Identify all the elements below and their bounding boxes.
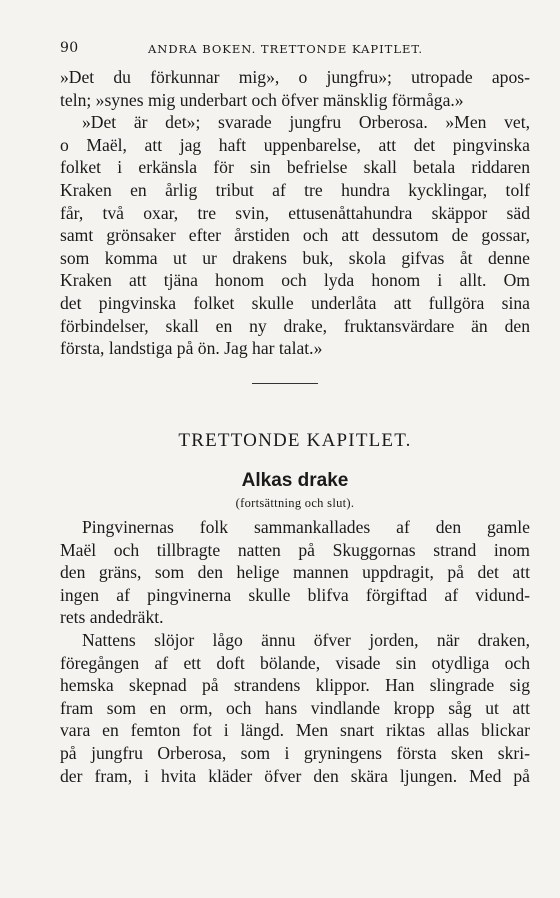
text-line: Kraken att tjäna honom och lyda honom i allt. Om: [60, 270, 530, 291]
text-line: »Det är det»; svarade jungfru Orberosa. »Men vet,: [82, 112, 530, 133]
running-title: ANDRA BOKEN. TRETTONDE KAPITLET.: [148, 42, 424, 56]
chapter-title: TRETTONDE KAPITLET.: [178, 430, 412, 451]
text-line: första, landstiga på ön. Jag har talat.»: [60, 338, 323, 359]
text-line: föregången af ett doft bölande, visade sin otydliga och: [60, 652, 530, 673]
text-line: förbindelser, skall en ny drake, fruktansvärdare än den: [60, 315, 530, 336]
bottom-paragraph: [60, 516, 530, 787]
text-line: på jungfru Orberosa, som i gryningens första sken skri-: [60, 742, 530, 763]
page-number: 90: [60, 40, 79, 56]
text-line: ingen af pingvinerna skulle blifva förgiftad af vidund-: [60, 584, 530, 605]
text-line: får, två oxar, tre svin, ettusenåttahundra skäppor säd: [60, 202, 530, 223]
text-line: Kraken en årlig tribut af tre hundra kycklingar, tolf: [60, 179, 530, 200]
top-paragraph: [60, 66, 530, 360]
text-line: o Maël, att jag haft uppenbarelse, att det pingvinska: [60, 134, 530, 155]
text-line: rets andedräkt.: [60, 607, 164, 628]
text-line: det pingvinska folket skulle underlåta att fullgöra sina: [60, 292, 530, 313]
text-line: den gräns, som den helige mannen uppdragit, på det att: [60, 562, 530, 583]
text-line: folket i erkänsla för sin befrielse skall betala riddaren: [60, 157, 530, 178]
text-line: »Det du förkunnar mig», o jungfru»; utropade apos-: [60, 67, 530, 87]
text-line: Pingvinernas folk sammankallades af den gamle: [82, 517, 530, 537]
section-divider: [252, 383, 318, 384]
section-title: Alkas drake: [241, 470, 349, 491]
section-subtitle: (fortsättning och slut).: [235, 496, 355, 510]
text-line: Maël och tillbragte natten på Skuggornas strand inom: [60, 539, 530, 560]
text-line: samt grönsaker efter årstiden och att dessutom de gossar,: [60, 225, 530, 246]
text-line: som komma ut ur drakens buk, skola gifvas åt denne: [60, 247, 530, 268]
text-line: der fram, i hvita kläder öfver den skära ljungen. Med på: [60, 765, 530, 786]
text-line: teln; »synes mig underbart och öfver mänsklig förmåga.»: [60, 89, 464, 110]
text-line: hemska skepnad på strandens klippor. Han slingrade sig: [60, 675, 530, 696]
text-line: Nattens slöjor lågo ännu öfver jorden, när draken,: [82, 629, 530, 650]
text-line: fram som en orm, och hans vindlande kropp såg ut att: [60, 697, 530, 718]
text-line: vara en femton fot i längd. Men snart riktas allas blickar: [60, 720, 530, 741]
